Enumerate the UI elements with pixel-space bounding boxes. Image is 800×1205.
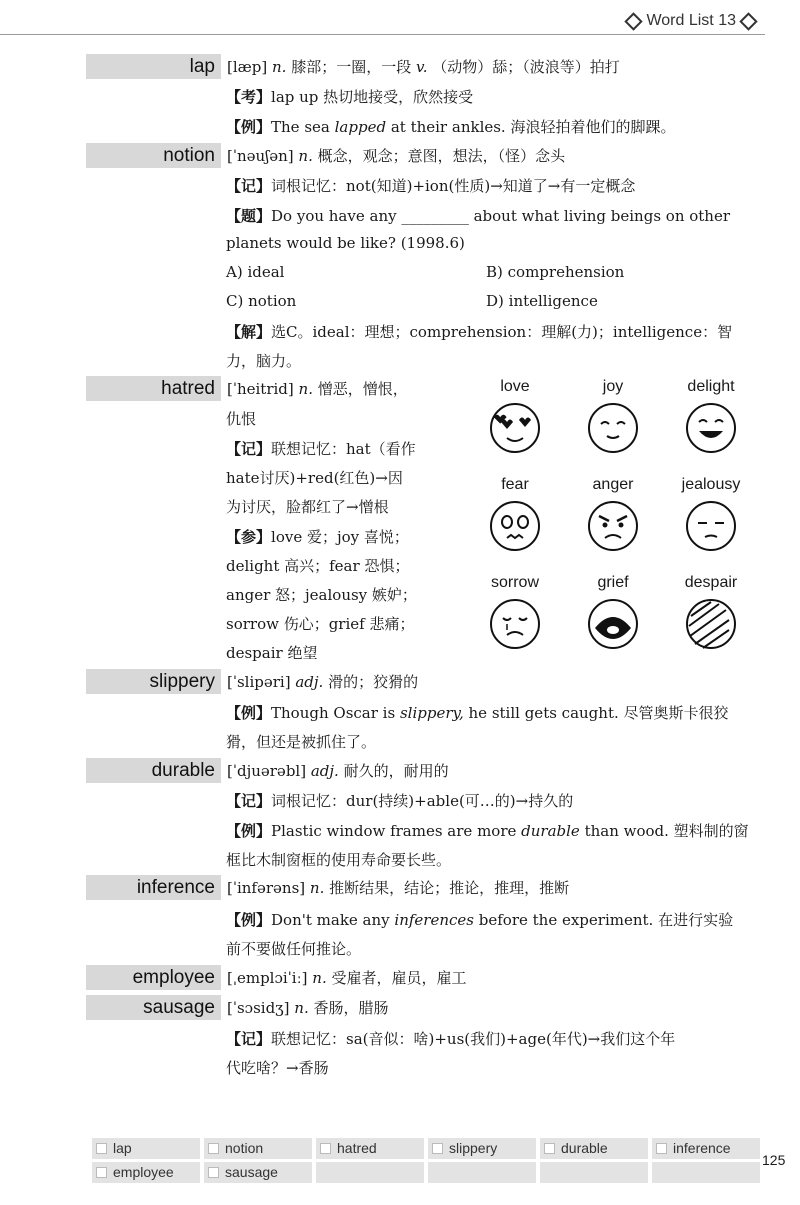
headword: durable [86,758,221,783]
header-title [627,12,755,30]
delight-face-icon [681,398,741,458]
headword: notion [86,143,221,168]
headword: lap [86,54,221,79]
despair-face-icon [681,594,741,654]
note-ji: 【记】词根记忆：not(知道)+ion(性质)→知道了→有一定概念 [226,177,636,195]
header-rule [0,34,765,35]
headword: inference [86,875,221,900]
review-word: lap [92,1138,200,1159]
review-word-empty [428,1162,536,1183]
review-word: slippery [428,1138,536,1159]
anger-face-icon [583,496,643,556]
review-word-table [92,1138,760,1186]
emotion-sorrow: sorrow [470,574,560,669]
example: 【例】The sea lapped at their ankles. 海浪轻拍着他们的脚踝。 [226,118,676,136]
review-word-empty [540,1162,648,1183]
emotion-fear: fear [470,476,560,571]
answer: 【解】选C。ideal：理想；comprehension：理解(力)；intelligence：智 [226,323,733,341]
example-cont: 框比木制窗框的使用寿命要长些。 [226,851,452,869]
review-word: employee [92,1162,200,1183]
entry-durable [86,758,449,783]
definition: [ˈslipəri] adj. 滑的；狡猾的 [227,673,419,691]
review-word: hatred [316,1138,424,1159]
checkbox-icon [208,1167,219,1178]
headword: hatred [86,376,221,401]
note-ji: 【记】联想记忆：sa(音似：啥)+us(我们)+age(年代)→我们这个年 [226,1030,676,1048]
entry-sausage [86,995,389,1020]
option-b: B) comprehension [486,263,625,281]
definition-cont: 仇恨 [226,410,257,428]
note-can-cont: delight 高兴；fear 恐惧； [226,557,410,575]
header-title-text: Word List 13 [646,12,736,29]
checkbox-icon [320,1143,331,1154]
question-cont: planets would be like? (1998.6) [226,234,465,252]
example: 【例】Don't make any inferences before the experiment. 在进行实验 [226,911,734,929]
headword: sausage [86,995,221,1020]
note-ji-cont: 代吃啥？→香肠 [226,1059,329,1077]
diamond-icon [625,12,643,30]
note-can-cont: sorrow 伤心；grief 悲痛； [226,615,415,633]
example-cont: 前不要做任何推论。 [226,940,362,958]
diamond-icon [739,12,757,30]
note-kao: 【考】lap up 热切地接受，欣然接受 [226,88,474,106]
entry-slippery [86,669,418,694]
definition: [ˈsɔsidʒ] n. 香肠，腊肠 [227,999,389,1017]
entry-inference [86,875,569,900]
running-header [0,0,800,38]
note-ji-cont: 为讨厌，脸都红了→憎根 [226,498,389,516]
emotion-delight: delight [666,378,756,473]
review-word: sausage [204,1162,312,1183]
emotion-despair: despair [666,574,756,669]
definition: [ˌemplɔiˈiː] n. 受雇者，雇员，雇工 [227,969,467,987]
note-ji-cont: hate讨厌)+red(红色)→因 [226,469,403,487]
definition: [ˈinfərəns] n. 推断结果，结论；推论，推理，推断 [227,879,570,897]
example-cont: 猾，但还是被抓住了。 [226,733,377,751]
answer-cont: 力，脑力。 [226,352,302,370]
definition: [ˈdjuərəbl] adj. 耐久的，耐用的 [227,762,449,780]
jealousy-face-icon [681,496,741,556]
emotion-grief: grief [568,574,658,669]
emotion-jealousy: jealousy [666,476,756,571]
definition: [læp] n. 膝部；一圈，一段 v. （动物）舔；（波浪等）拍打 [227,58,620,76]
review-word-empty [652,1162,760,1183]
review-word-empty [316,1162,424,1183]
example: 【例】Though Oscar is slippery, he still gets caught. 尽管奥斯卡很狡 [226,704,729,722]
page-number: 125 [762,1152,786,1168]
review-word: notion [204,1138,312,1159]
question: 【题】Do you have any _________ about what living beings on other [226,207,731,225]
entry-hatred [86,376,408,401]
note-can-cont: despair 绝望 [226,644,318,662]
checkbox-icon [432,1143,443,1154]
entry-lap [86,54,620,79]
emotion-illustrations [470,378,770,658]
option-a: A) ideal [226,263,285,281]
headword: employee [86,965,221,990]
sorrow-face-icon [485,594,545,654]
headword: slippery [86,669,221,694]
note-can-cont: anger 怒；jealousy 嫉妒； [226,586,417,604]
fear-face-icon [485,496,545,556]
entry-notion [86,143,565,168]
option-c: C) notion [226,292,297,310]
checkbox-icon [656,1143,667,1154]
review-word: durable [540,1138,648,1159]
checkbox-icon [96,1143,107,1154]
emotion-love: love [470,378,560,473]
entry-employee [86,965,467,990]
review-word: inference [652,1138,760,1159]
checkbox-icon [208,1143,219,1154]
emotion-joy: joy [568,378,658,473]
checkbox-icon [544,1143,555,1154]
love-face-icon [485,398,545,458]
note-ji: 【记】联想记忆：hat（看作 [226,440,416,458]
grief-face-icon [583,594,643,654]
option-d: D) intelligence [486,292,598,310]
definition: [ˈnəuʃən] n. 概念，观念；意图，想法，（怪）念头 [227,147,566,165]
checkbox-icon [96,1167,107,1178]
note-can: 【参】love 爱；joy 喜悦； [226,528,409,546]
note-ji: 【记】词根记忆：dur(持续)+able(可…的)→持久的 [226,792,574,810]
definition: [ˈheitrid] n. 憎恶，憎恨， [227,380,408,398]
joy-face-icon [583,398,643,458]
example: 【例】Plastic window frames are more durable than wood. 塑料制的窗 [226,822,749,840]
emotion-anger: anger [568,476,658,571]
